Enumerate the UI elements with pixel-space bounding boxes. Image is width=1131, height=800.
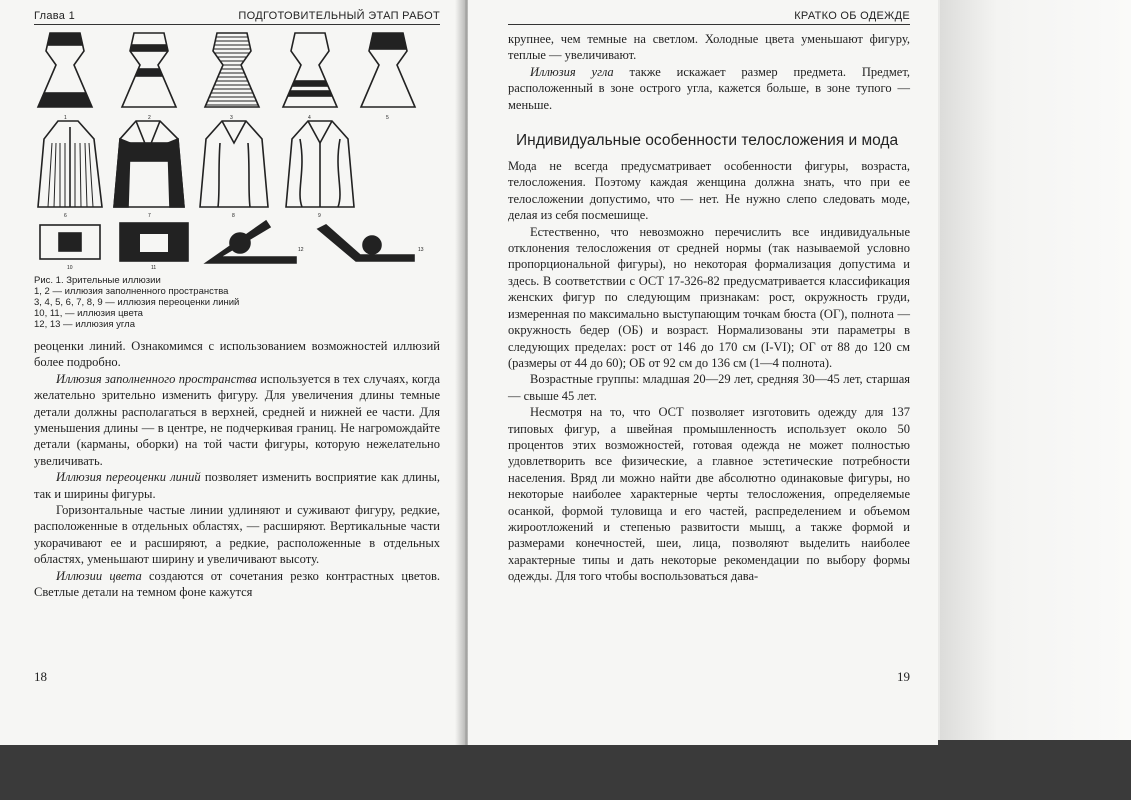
text-run: Естественно, что невозможно перечислить все индивидуальные отклонения телосложения от средней нормы (так называемой условно пропорциональной фигуры), но некоторая формализация допустима и здесь. В соответствии с ОСТ 17-326-82 предусматривается классификация женских фигур по следующим признакам: рост, окружность груди, измеренная по максимально выступающим точкам бюста (ОГ), полнота — окружность бедер (ОБ) и возраст. Нормализованы эти параметры в следующих пределах: рост от 146 до 170 см (I-VI); ОГ от 88 до 120 см (размеры от 44 до 60); ОБ от 92 см до 136 см (1—4 полнота). — [508, 224, 910, 370]
text-run: Мода не всегда предусматривает особенности фигуры, возраста, телосложения. Поэтому каждая женщина должна знать, что при ее телосложении допустимо, что — нет. Не нужно слепо следовать моде, делая из себя посмешище. — [508, 159, 910, 223]
figure-13 — [318, 225, 414, 261]
running-head — [34, 10, 440, 25]
paragraph — [34, 568, 440, 601]
figure-7 — [114, 121, 184, 207]
paragraph — [34, 371, 440, 469]
caption-line: Рис. 1. Зрительные иллюзии — [34, 275, 161, 286]
text-run: реоценки линий. Ознакомимся с использованием возможностей иллюзий более подробно. — [34, 339, 440, 370]
right-page — [468, 0, 938, 745]
figure-number: 1 — [64, 115, 67, 121]
figure-number: 4 — [308, 115, 311, 121]
figure-1 — [34, 33, 96, 107]
section-heading: Индивидуальные особенности телосложения и мода — [516, 132, 899, 150]
figure-number: 13 — [418, 247, 424, 253]
paragraph — [34, 338, 440, 371]
italic-term: Иллюзия угла — [530, 64, 614, 79]
paragraph — [508, 158, 910, 224]
page-number: 19 — [897, 669, 910, 684]
running-head — [508, 10, 910, 25]
figure-4 — [279, 33, 341, 107]
figure-illusions — [34, 31, 440, 269]
left-body-text — [34, 338, 440, 601]
figure-caption — [34, 275, 440, 330]
section-running-title: КРАТКО ОБ ОДЕЖДЕ — [794, 10, 910, 22]
paragraph — [508, 64, 910, 113]
caption-line: 1, 2 — иллюзия заполненного пространства — [34, 286, 229, 297]
figure-number: 2 — [148, 115, 151, 121]
caption-line: 10, 11, — иллюзия цвета — [34, 308, 143, 319]
figure-number: 8 — [232, 213, 235, 219]
scanner-background — [940, 0, 1131, 760]
figure-number: 7 — [148, 213, 151, 219]
figure-12 — [206, 221, 296, 263]
right-top-text — [508, 31, 910, 113]
italic-term: Иллюзия переоценки линий — [56, 470, 201, 485]
text-run: крупнее, чем темные на светлом. Холодные цвета уменьшают фигуру, теплые — увеличивают. — [508, 32, 910, 63]
scanner-edge — [0, 740, 1131, 800]
figure-11 — [120, 223, 188, 261]
figure-2 — [118, 33, 180, 107]
paragraph — [34, 502, 440, 568]
chapter-title: ПОДГОТОВИТЕЛЬНЫЙ ЭТАП РАБОТ — [238, 10, 440, 22]
text-run: создаются от сочетания резко контрастных цветов. Светлые детали на темном фоне кажутся — [34, 568, 441, 600]
figure-number: 3 — [230, 115, 233, 121]
figure-number: 10 — [67, 265, 73, 269]
figure-6 — [38, 121, 102, 207]
paragraph — [508, 371, 910, 404]
figure-8 — [200, 121, 268, 207]
figure-number: 9 — [318, 213, 321, 219]
figure-10 — [40, 225, 100, 259]
figure-5 — [357, 33, 419, 107]
text-run: позволяет изменить восприятие как длины, так и ширины фигуры. — [34, 470, 440, 501]
figure-drawings — [34, 31, 434, 269]
paragraph — [508, 404, 910, 584]
text-run: Несмотря на то, что ОСТ позволяет изготовить одежду для 137 типовых фигур, а швейная промышленность использует около 50 процентов этих возможностей, готовая одежда не может полностью удовлетворить все физические, а главное эстетические потребности населения. Вряд ли можно найти две абсолютно одинаковые фигуры, но некоторые наиболее характерные черты телосложения, определяемые осанкой, формой туловища и его частей, распределением и объемом жироотложений и степенью развитости мышц, а также формой и размерами конечностей, шеи, лица, позволяют выделить наиболее характерные типы и дать некоторые рекомендации по выбору формы одежды. Для того чтобы воспользоваться дава- — [508, 405, 910, 584]
text-run: используется в тех случаях, когда желательно зрительно изменить фигуру. Для увеличения длины темные детали должны располагаться в верхней, средней и нижней ее части. Для уменьшения длины — в центре, не подчеркивая границ. Не нагромождайте детали (карманы, оборки) на той части фигуры, которую нежелательно увеличивать. — [34, 371, 440, 468]
page-number: 18 — [34, 669, 47, 684]
italic-term: Иллюзия заполненного пространства — [56, 371, 257, 386]
paragraph — [508, 31, 910, 64]
paragraph — [34, 469, 440, 502]
right-body-text — [508, 158, 910, 585]
figure-3-outline — [205, 33, 259, 107]
caption-line: 12, 13 — иллюзия угла — [34, 319, 135, 330]
chapter-label: Глава 1 — [34, 10, 75, 22]
figure-9 — [286, 121, 354, 207]
figure-number: 12 — [298, 247, 304, 253]
italic-term: Иллюзии цвета — [56, 568, 142, 583]
figure-number: 5 — [386, 115, 389, 121]
paragraph — [508, 224, 910, 372]
text-run: Возрастные группы: младшая 20—29 лет, средняя 30—45 лет, старшая — свыше 45 лет. — [508, 372, 910, 403]
text-run: также искажает размер предмета. Предмет, расположенный в зоне острого угла, кажется больше, в зоне тупого — меньше. — [508, 64, 910, 112]
figure-number: 6 — [64, 213, 67, 219]
caption-line: 3, 4, 5, 6, 7, 8, 9 — иллюзия переоценки линий — [34, 297, 240, 308]
text-run: Горизонтальные частые линии удлиняют и суживают фигуру, редкие, расположенные в отдельных областях, — расширяют. Вертикальные части укорачивают ее и расширяют, а редкие, расположенные в отдельных областях, уменьшают ширину и увеличивают высоту. — [34, 503, 440, 567]
figure-number: 11 — [151, 265, 157, 269]
left-page — [0, 0, 462, 745]
